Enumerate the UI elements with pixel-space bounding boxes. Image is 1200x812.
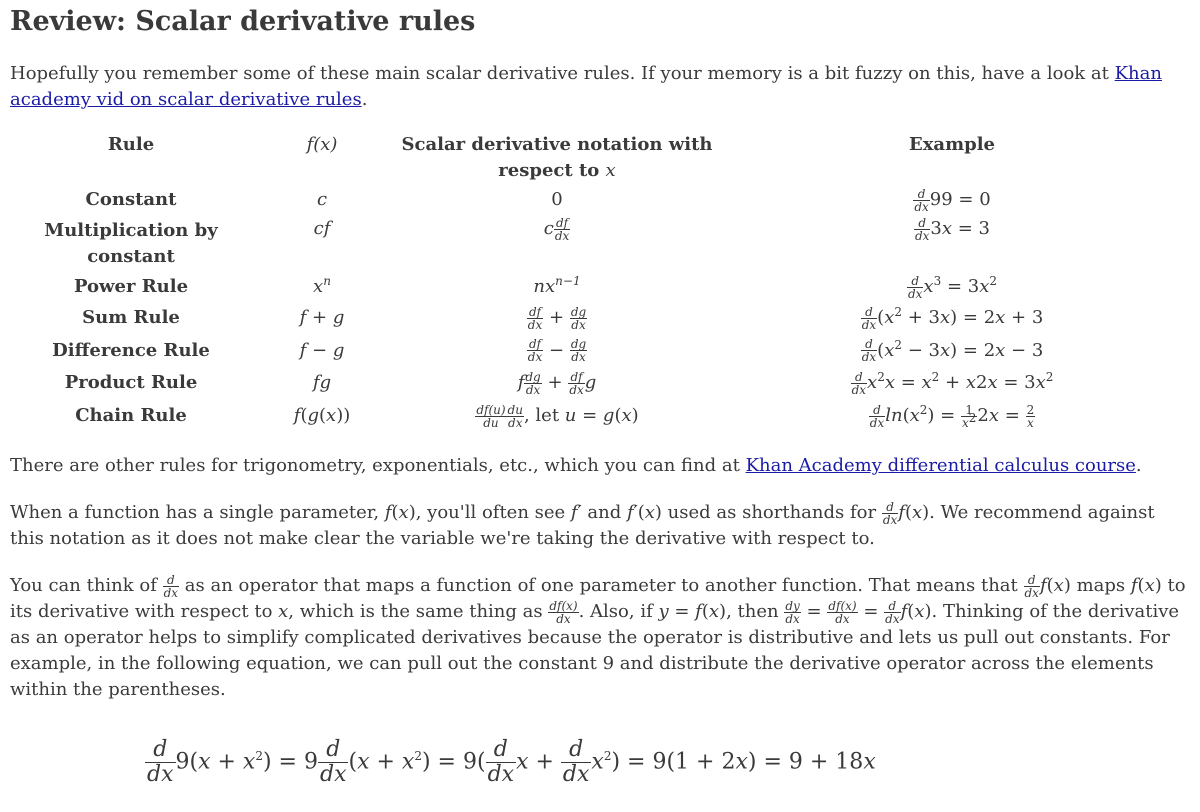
rule-fx: cf xyxy=(313,218,331,239)
header-example: Example xyxy=(908,134,996,155)
rule-fx: f + g xyxy=(299,307,345,328)
rule-example: $\frac{d}{dx}$ $x^2x = x^2 + x2x = 3x^2$ xyxy=(851,369,1054,397)
table-row xyxy=(10,302,1182,334)
rule-notation: $\frac{df}{dx}$ − $\frac{dg}{dx}$ xyxy=(527,337,587,364)
page-title: Review: Scalar derivative rules xyxy=(10,6,476,37)
rule-notation: $nx^{n-1}$ xyxy=(533,274,581,297)
other-rules-paragraph: There are other rules for trigonometry, exponentials, etc., which you can find at Khan Academy differential calculus course. xyxy=(10,455,1142,476)
rule-example: $\frac{d}{dx}$ 99 = 0 xyxy=(914,186,991,214)
table-row xyxy=(10,216,1182,272)
rule-example: $\frac{d}{dx}$ $x^3 = 3x^2$ xyxy=(907,273,998,301)
rule-name: Constant xyxy=(85,189,177,210)
rule-example: $\frac{d}{dx}$ $(x^2 - 3x) = 2x - 3$ xyxy=(861,337,1044,364)
table-row xyxy=(10,399,1182,433)
rule-example: $\frac{d}{dx}$ $\ln(x^2)$ = $\frac{1}{x^2}$ 2x = $\frac{2}{x}$ xyxy=(869,402,1035,430)
intro-paragraph: Hopefully you remember some of these main scalar derivative rules. If your memory is a bit fuzzy on this, have a look at Khan academy vid on scalar derivative rules. xyxy=(10,63,1162,110)
rule-fx: $x^n$ xyxy=(313,274,331,297)
rule-fx: f(g(x)) xyxy=(293,405,351,426)
rule-example: $\frac{d}{dx}$ $(x^2 + 3x) = 2x + 3$ xyxy=(861,304,1044,332)
rule-notation: $\frac{df}{dx}$ + $\frac{dg}{dx}$ xyxy=(527,304,587,332)
rule-notation: $\frac{df(u)}{du}$ $\frac{du}{dx}$ , let u = g(x) xyxy=(476,402,639,430)
rule-name: Multiplication by constant xyxy=(44,220,218,267)
rule-fx: fg xyxy=(312,372,332,393)
header-rule: Rule xyxy=(107,134,155,155)
rule-fx: f − g xyxy=(299,339,345,361)
khan-calculus-link[interactable]: Khan Academy differential calculus course xyxy=(745,455,1136,476)
rule-example: $\frac{d}{dx}$ 3x = 3 xyxy=(914,215,991,243)
header-notation: Scalar derivative notation with respect to x xyxy=(401,134,713,181)
derivative-rules-table xyxy=(10,132,1182,433)
rule-name: Power Rule xyxy=(73,276,189,297)
rule-notation: 0 xyxy=(551,189,563,210)
rule-notation: f $\frac{dg}{dx}$ + $\frac{df}{dx}$ g xyxy=(517,369,597,397)
rule-name: Sum Rule xyxy=(82,307,180,328)
rule-name: Difference Rule xyxy=(52,339,210,361)
table-row xyxy=(10,367,1182,399)
table-row xyxy=(10,334,1182,367)
rule-notation: c $\frac{df}{dx}$ xyxy=(543,215,570,243)
rule-name: Product Rule xyxy=(64,372,198,393)
table-header-row xyxy=(10,132,1182,184)
operator-paragraph: You can think of $\frac{d}{dx}$ as an operator that maps a function of one parameter to another function. That means that $\frac{d}{dx}$ f(x) maps f(x) to its derivative with respect to x, which is the same thing as $\frac{df(x)}{dx}$ . Also, if y = f(x), then $\frac{dy}{dx}$ = $\frac{df(x)}{dx}$ = $\frac{d}{dx}$ f(x). Thinking of the derivative as an operator helps to simplify complicated derivatives because the operator is distributive and lets us pull out constants. For example, in the following equation, we can pull out the constant 9 and distribute the derivative operator across the elements within the parentheses. xyxy=(10,572,1186,700)
table-row xyxy=(10,184,1182,216)
rule-name: Chain Rule xyxy=(75,405,187,426)
table-row xyxy=(10,272,1182,302)
rule-fx: c xyxy=(316,189,328,210)
notation-paragraph: When a function has a single parameter, f(x), you'll often see f′ and f′(x) used as shorthands for $\frac{d}{dx}$ f(x). We recommend against this notation as it does not make clear the variable we're taking the derivative with respect to. xyxy=(10,499,1155,549)
distributive-equation: $\frac{d}{dx}$ $9(x + x^2) = 9$ $\frac{d}{dx}$ $(x + x^2) = 9$( $\frac{d}{dx}$ x + $\frac{d}{dx}$ $x^2) = 9(1 + 2x) = 9 + 18x$ xyxy=(147,737,876,787)
header-fx: f(x) xyxy=(306,134,338,155)
khan-video-link[interactable]: Khan academy vid on scalar derivative rules xyxy=(10,63,1162,110)
